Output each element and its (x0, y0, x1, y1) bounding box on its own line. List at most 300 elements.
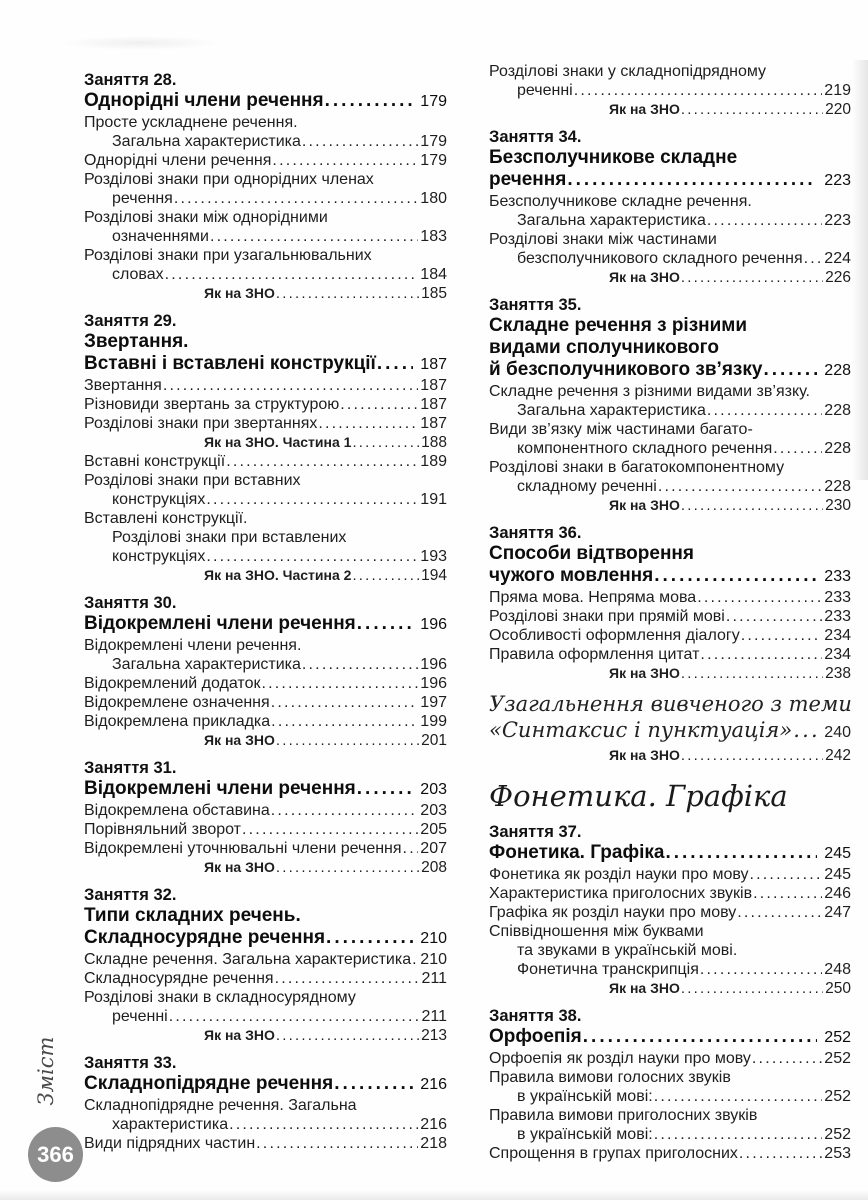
page-number: 197 (420, 694, 447, 711)
entry-title: Як на ЗНО (609, 747, 680, 763)
toc-lesson-title (84, 331, 447, 353)
page-number: 205 (420, 821, 447, 838)
entry-title: Орфоепія як розділ науки про мову (489, 1050, 751, 1067)
entry-title: Розділові знаки при прямій мові (489, 608, 725, 625)
entry-title: реченні (112, 1008, 168, 1025)
entry-title: Заняття 36. (489, 524, 582, 542)
page-number: 194 (421, 567, 447, 584)
leader-dots (275, 1026, 419, 1045)
toc-lesson-title (489, 337, 851, 359)
page-number: 179 (420, 133, 447, 150)
scan-smudge-top (60, 36, 220, 50)
toc-lesson-label (489, 295, 851, 315)
toc-entry (84, 246, 447, 265)
toc-entry (84, 693, 447, 712)
leader-dots (339, 395, 418, 414)
sidebar-chapter-label: Зміст (34, 1036, 58, 1106)
page-number: 250 (825, 980, 851, 997)
entry-title: Правила вимови приголосних звуків (489, 1107, 758, 1124)
entry-title: Орфоепія (489, 1026, 582, 1047)
toc-lesson-label (489, 127, 851, 147)
toc-entry (489, 626, 851, 645)
leader-dots (209, 227, 418, 246)
leader-dots (752, 884, 822, 903)
toc-lesson-title (84, 613, 447, 636)
entry-title: Як на ЗНО (204, 285, 275, 301)
toc-zno-entry (489, 496, 851, 515)
toc-entry (489, 382, 851, 401)
entry-title: Заняття 31. (84, 759, 177, 777)
page-number: 211 (421, 970, 447, 987)
leader-dots (301, 132, 418, 151)
toc-entry (489, 458, 851, 477)
toc-lesson-title (489, 359, 851, 382)
entry-title: Заняття 38. (489, 1007, 582, 1025)
leader-dots (762, 359, 817, 381)
entry-title: Заняття 35. (489, 296, 582, 314)
toc-summary-entry (489, 717, 851, 746)
leader-dots (664, 842, 817, 864)
page-number: 185 (421, 285, 447, 302)
entry-title: Безсполучникове складне (489, 147, 738, 168)
entry-title: Складносурядне речення (84, 970, 274, 987)
toc-entry (489, 1087, 851, 1106)
page-number: 220 (825, 101, 851, 118)
toc-entry (84, 547, 447, 566)
toc-entry (84, 151, 447, 170)
toc-lesson-title (489, 169, 851, 192)
entry-title: конструкціях (112, 548, 206, 565)
entry-title: безсполучникового складного речення (517, 250, 803, 267)
toc-entry (84, 490, 447, 509)
entry-title: Порівняльний зворот (84, 821, 242, 838)
toc-entry (489, 903, 851, 922)
entry-title: Вставні конструкції (84, 453, 226, 470)
leader-dots (275, 284, 419, 303)
entry-title: Як на ЗНО (609, 269, 680, 285)
entry-title: Вставлені конструкції. (84, 510, 248, 527)
entry-title: Заняття 30. (84, 594, 177, 612)
toc-entry (489, 211, 851, 230)
entry-title: характеристика (112, 1116, 229, 1133)
leader-dots (736, 903, 822, 922)
entry-title: складному реченні (517, 478, 657, 495)
toc-zno-entry (84, 731, 447, 750)
toc-entry (489, 884, 851, 903)
toc-part-heading (489, 779, 851, 813)
leader-dots (699, 960, 822, 979)
toc-lesson-label (84, 1053, 447, 1073)
leader-dots (205, 547, 418, 566)
entry-title: Розділові знаки в багатокомпонентному (489, 459, 785, 476)
entry-title: Як на ЗНО. Частина 2 (204, 567, 352, 583)
toc-zno-entry (489, 664, 851, 683)
leader-dots (749, 865, 823, 884)
page-number: 366 (37, 1141, 74, 1167)
entry-title: Просте ускладнене речення. (84, 114, 298, 131)
entry-title: Однорідні члени речення (84, 90, 324, 111)
toc-entry (489, 1068, 851, 1087)
leader-dots (275, 731, 419, 750)
toc-entry (84, 528, 447, 547)
leader-dots (653, 1087, 823, 1106)
leader-dots (255, 1134, 418, 1153)
page-number: 213 (421, 1027, 447, 1044)
leader-dots (738, 1144, 822, 1163)
leader-dots (411, 950, 418, 969)
entry-title: в українській мові: (517, 1088, 653, 1105)
toc-entry (84, 1096, 447, 1115)
page-number: 226 (825, 269, 851, 286)
toc-entry (489, 230, 851, 249)
toc-zno-entry (489, 746, 851, 765)
leader-dots (168, 1007, 420, 1026)
entry-title: Розділові знаки між однорідними (84, 209, 328, 226)
entry-title: Відокремлене означення (84, 694, 270, 711)
page-number: 246 (824, 885, 851, 902)
toc-entry (84, 189, 447, 208)
leader-dots (275, 858, 419, 877)
page-number: 187 (420, 377, 447, 394)
leader-dots (699, 645, 822, 664)
toc-entry (84, 376, 447, 395)
toc-entry (489, 1106, 851, 1125)
leader-dots (772, 439, 822, 458)
entry-title: Розділові знаки у складнопідрядному (489, 63, 767, 80)
leader-dots (680, 979, 823, 998)
page-number: 196 (420, 675, 447, 692)
page-number: 179 (420, 152, 447, 169)
entry-title: Фонетика як розділ науки про мову (489, 866, 749, 883)
entry-title: Безсполучникове складне речення. (489, 193, 752, 210)
entry-title: Як на ЗНО (609, 665, 680, 681)
toc-zno-entry (489, 100, 851, 119)
entry-title: Розділові знаки в складносурядному (84, 989, 356, 1006)
toc-zno-entry (489, 979, 851, 998)
page-number: 242 (825, 747, 851, 764)
toc-entry (84, 988, 447, 1007)
entry-title: Заняття 34. (489, 128, 582, 146)
leader-dots (582, 1026, 818, 1048)
entry-title: Розділові знаки при вставлених (112, 529, 347, 546)
entry-title: Як на ЗНО (204, 859, 275, 875)
leader-dots (740, 626, 823, 645)
toc-lesson-label (489, 523, 851, 543)
toc-zno-entry (84, 284, 447, 303)
toc-lesson-title (84, 1073, 447, 1096)
entry-title: Особливості оформлення діалогу (489, 627, 740, 644)
leader-dots (270, 693, 419, 712)
page-number: 187 (420, 356, 447, 373)
page-number: 228 (824, 362, 851, 379)
leader-dots (706, 401, 822, 420)
page-number: 233 (824, 589, 851, 606)
leader-dots (173, 189, 418, 208)
toc-entry (84, 1134, 447, 1153)
toc-entry (84, 395, 447, 414)
toc-lesson-title (84, 90, 447, 113)
toc-entry (489, 420, 851, 439)
toc-lesson-label (489, 822, 851, 842)
entry-title: Заняття 37. (489, 823, 582, 841)
page-number: 252 (824, 1126, 851, 1143)
entry-title: Складне речення з різними видами зв’язку. (489, 383, 810, 400)
toc-entry (84, 820, 447, 839)
toc-lesson-title (84, 927, 447, 950)
page-number: 248 (824, 961, 851, 978)
entry-title: Складне речення з різними (489, 315, 748, 336)
toc-entry (489, 1125, 851, 1144)
toc-lesson-label (84, 593, 447, 613)
entry-title: Складнопідрядне речення (84, 1073, 334, 1094)
page-number: 211 (421, 1008, 447, 1025)
leader-dots (680, 746, 823, 765)
toc-lesson-title (489, 842, 851, 865)
leader-dots (274, 969, 420, 988)
entry-title: Фонетична транскрипція (517, 961, 699, 978)
page-number-badge (28, 1127, 83, 1182)
page-number: 189 (420, 453, 447, 470)
leader-dots (657, 477, 822, 496)
page-number: 203 (420, 802, 447, 819)
leader-dots (376, 353, 413, 375)
leader-dots (680, 496, 823, 515)
toc-entry (84, 655, 447, 674)
leader-dots (325, 927, 413, 949)
leader-dots (402, 839, 419, 858)
entry-title: Заняття 32. (84, 886, 177, 904)
entry-title: Розділові знаки при узагальнювальних (84, 247, 372, 264)
page-number: 245 (824, 845, 851, 862)
entry-title: Розділові знаки між частинами (489, 231, 717, 248)
page-number: 183 (420, 228, 447, 245)
leader-dots (228, 1115, 418, 1134)
page-number: 223 (824, 212, 851, 229)
toc-lesson-label (84, 758, 447, 778)
leader-dots (751, 1049, 822, 1068)
leader-dots (225, 452, 418, 471)
entry-title: словах (112, 266, 164, 283)
leader-dots (351, 566, 419, 585)
toc-entry (489, 1049, 851, 1068)
entry-title: Вставні і вставлені конструкції (84, 353, 376, 374)
entry-title: Види зв’язку між частинами багато- (489, 421, 753, 438)
entry-title: Фонетика. Графіка (489, 842, 665, 863)
page-number: 199 (420, 713, 447, 730)
toc-entry (84, 969, 447, 988)
toc-entry (489, 922, 851, 941)
entry-title: Заняття 29. (84, 312, 177, 330)
scan-smudge-right (852, 60, 868, 480)
toc-entry (489, 607, 851, 626)
entry-title: Відокремлені члени речення. (84, 637, 302, 654)
page-number: 184 (420, 266, 447, 283)
entry-title: Правила оформлення цитат (489, 646, 700, 663)
toc-entry (489, 439, 851, 458)
page-number: 210 (420, 930, 447, 947)
toc-summary-entry (489, 691, 851, 717)
toc-lesson-title (489, 1026, 851, 1049)
leader-dots (792, 717, 822, 743)
entry-title: в українській мові: (517, 1126, 653, 1143)
entry-title: Заняття 33. (84, 1054, 177, 1072)
entry-title: Як на ЗНО (609, 101, 680, 117)
page-number: 180 (420, 190, 447, 207)
toc-zno-entry (84, 858, 447, 877)
entry-title: речення (112, 190, 173, 207)
page-number: 207 (420, 840, 447, 857)
leader-dots (270, 712, 418, 731)
leader-dots (317, 414, 418, 433)
entry-title: Відокремлена прикладка (84, 713, 271, 730)
toc-entry (84, 471, 447, 490)
page-number: 219 (824, 82, 851, 99)
entry-title: Складносурядне речення (84, 927, 326, 948)
entry-title: Загальна характеристика (517, 402, 706, 419)
page-number: 179 (420, 93, 447, 110)
leader-dots (351, 433, 419, 452)
entry-title: Графіка як розділ науки про мову (489, 904, 737, 921)
leader-dots (356, 778, 414, 800)
entry-title: Відокремлені члени речення (84, 613, 356, 634)
toc-lesson-title (84, 353, 447, 376)
leader-dots (270, 801, 419, 820)
page-number: 252 (824, 1050, 851, 1067)
leader-dots (164, 265, 419, 284)
toc-entry (84, 170, 447, 189)
leader-dots (725, 607, 822, 626)
toc-entry (84, 208, 447, 227)
page-number: 247 (824, 904, 851, 921)
entry-title: Пряма мова. Непряма мова (489, 589, 697, 606)
entry-title: Різновиди звертань за структурою (84, 396, 340, 413)
toc-entry (84, 839, 447, 858)
entry-title: Загальна характеристика (517, 212, 706, 229)
leader-dots (680, 664, 823, 683)
page-number: 233 (824, 568, 851, 585)
toc-entry (489, 249, 851, 268)
entry-title: Узагальнення вивченого з теми (489, 692, 852, 716)
toc-entry (84, 674, 447, 693)
toc-entry (84, 132, 447, 151)
entry-title: Як на ЗНО (204, 732, 275, 748)
leader-dots (653, 565, 817, 587)
toc-entry (84, 113, 447, 132)
toc-lesson-title (489, 147, 851, 169)
entry-title: Співвідношення між буквами (489, 923, 704, 940)
entry-title: Складне речення. Загальна характеристика (84, 951, 412, 968)
page-number: 201 (421, 732, 447, 749)
entry-title: Як на ЗНО. Частина 1 (204, 434, 352, 450)
page-number: 228 (824, 478, 851, 495)
toc-entry (84, 1115, 447, 1134)
page-number: 210 (420, 951, 447, 968)
page-number: 203 (420, 781, 447, 798)
toc-entry (489, 960, 851, 979)
toc-entry (489, 192, 851, 211)
entry-title: Звертання (84, 377, 162, 394)
entry-title: Розділові знаки при вставних (84, 472, 301, 489)
toc-entry (84, 712, 447, 731)
leader-dots (680, 268, 823, 287)
leader-dots (653, 1125, 823, 1144)
toc-entry (84, 801, 447, 820)
entry-title: компонентного складного речення (517, 440, 773, 457)
page-number: 228 (824, 402, 851, 419)
page-number: 187 (420, 415, 447, 432)
toc-entry (84, 227, 447, 246)
toc-zno-entry (489, 268, 851, 287)
toc-lesson-title (489, 315, 851, 337)
leader-dots (566, 169, 817, 191)
toc-entry (84, 1007, 447, 1026)
page-number: 228 (824, 440, 851, 457)
toc-lesson-label (84, 70, 447, 90)
entry-title: Спрощення в групах приголосних (489, 1145, 738, 1162)
page-number: 218 (420, 1135, 447, 1152)
entry-title: Заняття 28. (84, 71, 177, 89)
leader-dots (803, 249, 823, 268)
entry-title: Однорідні члени речення (84, 152, 272, 169)
page-number: 252 (824, 1088, 851, 1105)
toc-entry (84, 950, 447, 969)
leader-dots (205, 490, 418, 509)
toc-entry (489, 62, 851, 81)
toc-lesson-title (84, 778, 447, 801)
leader-dots (271, 151, 418, 170)
page-number: 238 (825, 665, 851, 682)
scan-smudge-bottom (0, 1190, 868, 1200)
page-number: 193 (420, 548, 447, 565)
leader-dots (324, 90, 414, 112)
toc-lesson-label (489, 1006, 851, 1026)
toc-entry (489, 865, 851, 884)
toc-entry (84, 452, 447, 471)
toc-lesson-title (489, 565, 851, 588)
toc-entry (84, 265, 447, 284)
toc-lesson-title (84, 905, 447, 927)
leader-dots (162, 376, 418, 395)
entry-title: Типи складних речень. (84, 905, 301, 926)
toc-lesson-label (84, 311, 447, 331)
entry-title: Як на ЗНО (609, 980, 680, 996)
entry-title: Розділові знаки при звертаннях (84, 415, 318, 432)
entry-title: й безсполучникового зв’язку (489, 359, 763, 380)
page-number: 230 (825, 497, 851, 514)
page-number: 188 (421, 434, 447, 451)
entry-title: Характеристика приголосних звуків (489, 885, 753, 902)
page-number: 252 (824, 1029, 851, 1046)
leader-dots (356, 613, 414, 635)
entry-title: видами сполучникового (489, 337, 719, 358)
entry-title: Загальна характеристика (112, 133, 301, 150)
toc-entry (489, 477, 851, 496)
entry-title: Складнопідрядне речення. Загальна (84, 1097, 357, 1114)
leader-dots (706, 211, 822, 230)
leader-dots (696, 588, 822, 607)
entry-title: речення (489, 169, 567, 190)
page-number: 187 (420, 396, 447, 413)
toc-zno-entry (84, 433, 447, 452)
entry-title: «Синтаксис і пунктуація» (489, 718, 793, 742)
toc-entry (489, 401, 851, 420)
leader-dots (680, 100, 823, 119)
toc-entry (84, 509, 447, 528)
toc-zno-entry (84, 566, 447, 585)
page-number: 234 (824, 646, 851, 663)
toc-entry (489, 645, 851, 664)
leader-dots (260, 674, 418, 693)
